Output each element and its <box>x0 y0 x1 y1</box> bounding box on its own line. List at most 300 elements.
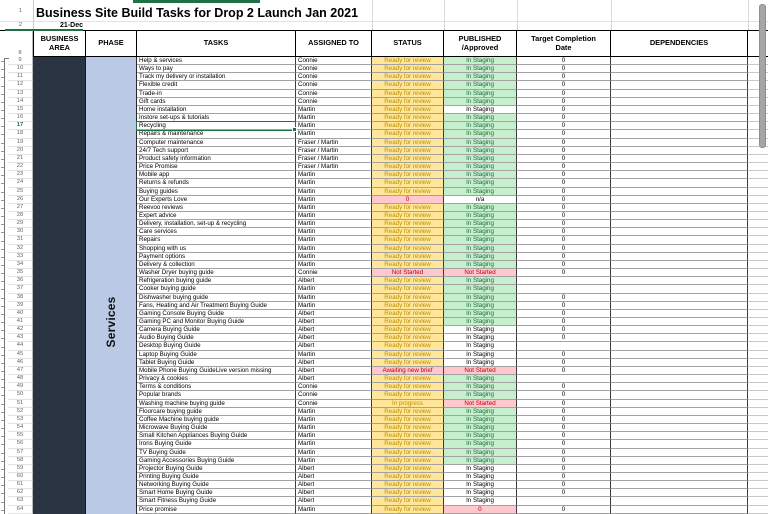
assigned-to-cell[interactable]: Fraser / Martin <box>296 147 372 155</box>
task-cell[interactable]: Floorcare buying guide <box>137 408 296 416</box>
business-area-cell[interactable] <box>33 285 86 293</box>
row-number[interactable]: 60 <box>8 473 33 481</box>
task-cell[interactable]: Instore set-ups & tutorials <box>137 114 296 122</box>
dependencies-cell[interactable] <box>611 408 748 416</box>
assigned-to-cell[interactable]: Albert <box>296 318 372 326</box>
business-area-cell[interactable] <box>33 326 86 334</box>
assigned-to-cell[interactable]: Connie <box>296 269 372 277</box>
task-cell[interactable]: Care services <box>137 228 296 236</box>
status-cell[interactable]: Ready for review <box>372 122 444 130</box>
business-area-cell[interactable] <box>33 171 86 179</box>
phase-cell[interactable] <box>86 457 137 465</box>
extra-cell[interactable] <box>748 367 768 375</box>
assigned-to-cell[interactable]: Martin <box>296 424 372 432</box>
phase-cell[interactable] <box>86 81 137 89</box>
phase-cell[interactable] <box>86 106 137 114</box>
task-cell[interactable]: Trade-in <box>137 90 296 98</box>
row-number[interactable]: 38 <box>8 294 33 302</box>
phase-cell[interactable] <box>86 359 137 367</box>
dependencies-cell[interactable] <box>611 318 748 326</box>
row-number[interactable]: 45 <box>8 351 33 359</box>
status-cell[interactable]: Ready for review <box>372 228 444 236</box>
status-cell[interactable]: Ready for review <box>372 236 444 244</box>
published-cell[interactable]: In Staging <box>444 408 517 416</box>
dependencies-cell[interactable] <box>611 147 748 155</box>
target-date-cell[interactable]: 0 <box>517 171 611 179</box>
status-cell[interactable]: Ready for review <box>372 179 444 187</box>
target-date-cell[interactable]: 0 <box>517 220 611 228</box>
row-number[interactable]: 40 <box>8 310 33 318</box>
target-date-cell[interactable]: 0 <box>517 465 611 473</box>
phase-cell[interactable] <box>86 188 137 196</box>
row-number[interactable]: 57 <box>8 449 33 457</box>
row-number[interactable]: 47 <box>8 367 33 375</box>
business-area-cell[interactable] <box>33 139 86 147</box>
task-cell[interactable]: Ways to pay <box>137 65 296 73</box>
extra-cell[interactable] <box>748 228 768 236</box>
phase-cell[interactable] <box>86 98 137 106</box>
extra-cell[interactable] <box>748 188 768 196</box>
phase-cell[interactable] <box>86 481 137 489</box>
dependencies-cell[interactable] <box>611 220 748 228</box>
business-area-cell[interactable] <box>33 204 86 212</box>
task-cell[interactable]: Refrigeration buying guide <box>137 277 296 285</box>
target-date-cell[interactable]: 0 <box>517 424 611 432</box>
row-number[interactable]: 15 <box>8 106 33 114</box>
dependencies-cell[interactable] <box>611 73 748 81</box>
extra-cell[interactable] <box>748 261 768 269</box>
task-cell[interactable]: Help & services <box>137 57 296 65</box>
published-cell[interactable]: In Staging <box>444 432 517 440</box>
target-date-cell[interactable]: 0 <box>517 408 611 416</box>
business-area-cell[interactable] <box>33 416 86 424</box>
phase-cell[interactable] <box>86 449 137 457</box>
published-cell[interactable]: In Staging <box>444 457 517 465</box>
assigned-to-cell[interactable]: Martin <box>296 440 372 448</box>
target-date-cell[interactable]: 0 <box>517 73 611 81</box>
target-date-cell[interactable]: 0 <box>517 440 611 448</box>
business-area-cell[interactable] <box>33 57 86 65</box>
status-cell[interactable]: Ready for review <box>372 253 444 261</box>
assigned-to-cell[interactable]: Martin <box>296 261 372 269</box>
business-area-cell[interactable] <box>33 294 86 302</box>
extra-cell[interactable] <box>748 310 768 318</box>
target-date-cell[interactable]: 0 <box>517 473 611 481</box>
extra-cell[interactable] <box>748 497 768 505</box>
published-cell[interactable]: In Staging <box>444 391 517 399</box>
task-cell[interactable]: Track my delivery or installation <box>137 73 296 81</box>
target-date-cell[interactable]: 0 <box>517 326 611 334</box>
extra-cell[interactable] <box>748 481 768 489</box>
task-cell[interactable]: Delivery & collection <box>137 261 296 269</box>
published-cell[interactable]: In Staging <box>444 285 517 293</box>
business-area-cell[interactable] <box>33 130 86 138</box>
extra-cell[interactable] <box>748 432 768 440</box>
business-area-cell[interactable] <box>33 98 86 106</box>
dependencies-cell[interactable] <box>611 367 748 375</box>
row-number[interactable]: 9 <box>8 57 33 65</box>
assigned-to-cell[interactable]: Martin <box>296 212 372 220</box>
business-area-cell[interactable] <box>33 342 86 350</box>
dependencies-cell[interactable] <box>611 497 748 505</box>
business-area-cell[interactable] <box>33 432 86 440</box>
business-area-cell[interactable] <box>33 261 86 269</box>
dependencies-cell[interactable] <box>611 465 748 473</box>
phase-cell[interactable] <box>86 147 137 155</box>
task-cell[interactable]: Price promise <box>137 506 296 514</box>
extra-cell[interactable] <box>748 155 768 163</box>
row-number[interactable]: 25 <box>8 188 33 196</box>
dependencies-cell[interactable] <box>611 130 748 138</box>
published-cell[interactable]: In Staging <box>444 497 517 505</box>
dependencies-cell[interactable] <box>611 81 748 89</box>
row-number-1[interactable]: 1 <box>18 8 23 14</box>
phase-cell[interactable] <box>86 220 137 228</box>
target-date-cell[interactable] <box>517 342 611 350</box>
published-cell[interactable]: In Staging <box>444 245 517 253</box>
business-area-cell[interactable] <box>33 253 86 261</box>
phase-cell[interactable] <box>86 416 137 424</box>
status-cell[interactable]: Ready for review <box>372 98 444 106</box>
business-area-cell[interactable] <box>33 481 86 489</box>
column-header-dependencies[interactable]: DEPENDENCIES <box>611 31 748 57</box>
published-cell[interactable]: In Staging <box>444 171 517 179</box>
target-date-cell[interactable]: 0 <box>517 236 611 244</box>
target-date-cell[interactable] <box>517 285 611 293</box>
extra-cell[interactable] <box>748 236 768 244</box>
status-cell[interactable]: Ready for review <box>372 139 444 147</box>
dependencies-cell[interactable] <box>611 171 748 179</box>
row-number[interactable]: 52 <box>8 408 33 416</box>
dependencies-cell[interactable] <box>611 310 748 318</box>
extra-cell[interactable] <box>748 383 768 391</box>
row-number[interactable]: 12 <box>8 81 33 89</box>
task-cell[interactable]: Shopping with us <box>137 245 296 253</box>
business-area-cell[interactable] <box>33 408 86 416</box>
row-number[interactable]: 32 <box>8 245 33 253</box>
task-cell[interactable]: Gaming PC and Monitor Buying Guide <box>137 318 296 326</box>
phase-cell[interactable] <box>86 114 137 122</box>
status-cell[interactable]: Ready for review <box>372 383 444 391</box>
row-number[interactable]: 34 <box>8 261 33 269</box>
phase-cell[interactable] <box>86 139 137 147</box>
phase-cell[interactable] <box>86 179 137 187</box>
status-cell[interactable]: Ready for review <box>372 473 444 481</box>
dependencies-cell[interactable] <box>611 269 748 277</box>
dependencies-cell[interactable] <box>611 506 748 514</box>
phase-cell[interactable] <box>86 90 137 98</box>
row-number[interactable]: 35 <box>8 269 33 277</box>
row-number[interactable]: 51 <box>8 400 33 408</box>
dependencies-cell[interactable] <box>611 163 748 171</box>
dependencies-cell[interactable] <box>611 212 748 220</box>
phase-cell[interactable] <box>86 383 137 391</box>
task-cell[interactable]: Popular brands <box>137 391 296 399</box>
assigned-to-cell[interactable]: Martin <box>296 114 372 122</box>
published-cell[interactable]: In Staging <box>444 383 517 391</box>
sheet-title[interactable]: Business Site Build Tasks for Drop 2 Launch Jan 2021 <box>36 6 359 20</box>
extra-cell[interactable] <box>748 245 768 253</box>
row-number[interactable]: 18 <box>8 130 33 138</box>
target-date-cell[interactable] <box>517 497 611 505</box>
row-number[interactable]: 44 <box>8 342 33 350</box>
row-number[interactable]: 17 <box>8 122 33 130</box>
status-cell[interactable]: Ready for review <box>372 375 444 383</box>
published-cell[interactable]: In Staging <box>444 81 517 89</box>
dependencies-cell[interactable] <box>611 106 748 114</box>
task-cell[interactable]: Mobile app <box>137 171 296 179</box>
published-cell[interactable]: In Staging <box>444 106 517 114</box>
dependencies-cell[interactable] <box>611 400 748 408</box>
row-number[interactable]: 28 <box>8 212 33 220</box>
task-cell[interactable]: Washer Dryer buying guide <box>137 269 296 277</box>
task-cell[interactable]: Reevoo reviews <box>137 204 296 212</box>
published-cell[interactable]: In Staging <box>444 465 517 473</box>
target-date-cell[interactable]: 0 <box>517 261 611 269</box>
target-date-cell[interactable]: 0 <box>517 269 611 277</box>
phase-cell[interactable] <box>86 367 137 375</box>
extra-cell[interactable] <box>748 171 768 179</box>
row-number[interactable]: 16 <box>8 114 33 122</box>
dependencies-cell[interactable] <box>611 440 748 448</box>
phase-cell[interactable] <box>86 497 137 505</box>
phase-cell[interactable] <box>86 261 137 269</box>
target-date-cell[interactable] <box>517 277 611 285</box>
task-cell[interactable]: Gaming Accessories Buying Guide <box>137 457 296 465</box>
row-number[interactable]: 13 <box>8 90 33 98</box>
dependencies-cell[interactable] <box>611 473 748 481</box>
outline-group-bracket[interactable] <box>4 58 5 514</box>
assigned-to-cell[interactable]: Martin <box>296 188 372 196</box>
column-header-business-area[interactable]: BUSINESS AREA <box>33 31 86 57</box>
target-date-cell[interactable]: 0 <box>517 391 611 399</box>
assigned-to-cell[interactable]: Albert <box>296 342 372 350</box>
selected-cell-outline[interactable] <box>136 121 296 131</box>
extra-cell[interactable] <box>748 269 768 277</box>
phase-cell[interactable] <box>86 130 137 138</box>
published-cell[interactable]: In Staging <box>444 261 517 269</box>
dependencies-cell[interactable] <box>611 253 748 261</box>
phase-cell[interactable] <box>86 375 137 383</box>
task-cell[interactable]: Fans, Heating and Air Treatment Buying Guide <box>137 302 296 310</box>
extra-cell[interactable] <box>748 163 768 171</box>
published-cell[interactable]: In Staging <box>444 334 517 342</box>
dependencies-cell[interactable] <box>611 196 748 204</box>
status-cell[interactable]: Ready for review <box>372 114 444 122</box>
phase-cell[interactable] <box>86 473 137 481</box>
task-cell[interactable]: Irons Buying Guide <box>137 440 296 448</box>
status-cell[interactable]: Ready for review <box>372 465 444 473</box>
row-number[interactable]: 53 <box>8 416 33 424</box>
dependencies-cell[interactable] <box>611 155 748 163</box>
published-cell[interactable]: In Staging <box>444 449 517 457</box>
extra-cell[interactable] <box>748 342 768 350</box>
published-cell[interactable]: 0 <box>444 506 517 514</box>
assigned-to-cell[interactable]: Fraser / Martin <box>296 155 372 163</box>
phase-cell[interactable] <box>86 506 137 514</box>
extra-cell[interactable] <box>748 391 768 399</box>
task-cell[interactable]: Mobile Phone Buying GuideLive version missing <box>137 367 296 375</box>
assigned-to-cell[interactable]: Albert <box>296 326 372 334</box>
row-number-8[interactable]: 8 <box>8 31 33 57</box>
status-cell[interactable]: Ready for review <box>372 220 444 228</box>
row-number[interactable]: 62 <box>8 489 33 497</box>
published-cell[interactable]: In Staging <box>444 155 517 163</box>
row-number[interactable]: 59 <box>8 465 33 473</box>
task-cell[interactable]: Gaming Console Buying Guide <box>137 310 296 318</box>
row-number[interactable]: 43 <box>8 334 33 342</box>
dependencies-cell[interactable] <box>611 375 748 383</box>
phase-cell[interactable] <box>86 228 137 236</box>
business-area-cell[interactable] <box>33 449 86 457</box>
dependencies-cell[interactable] <box>611 302 748 310</box>
row-number[interactable]: 22 <box>8 163 33 171</box>
business-area-cell[interactable] <box>33 163 86 171</box>
assigned-to-cell[interactable]: Martin <box>296 130 372 138</box>
assigned-to-cell[interactable]: Martin <box>296 245 372 253</box>
status-cell[interactable]: Ready for review <box>372 440 444 448</box>
published-cell[interactable]: In Staging <box>444 114 517 122</box>
status-cell[interactable]: Ready for review <box>372 277 444 285</box>
status-cell[interactable]: Not Started <box>372 269 444 277</box>
target-date-cell[interactable]: 0 <box>517 506 611 514</box>
assigned-to-cell[interactable]: Martin <box>296 408 372 416</box>
task-cell[interactable]: Dishwasher buying guide <box>137 294 296 302</box>
target-date-cell[interactable]: 0 <box>517 449 611 457</box>
extra-cell[interactable] <box>748 440 768 448</box>
published-cell[interactable]: In Staging <box>444 188 517 196</box>
row-number[interactable]: 54 <box>8 424 33 432</box>
business-area-cell[interactable] <box>33 155 86 163</box>
extra-cell[interactable] <box>748 179 768 187</box>
phase-cell[interactable] <box>86 236 137 244</box>
row-number[interactable]: 39 <box>8 302 33 310</box>
task-cell[interactable]: Projector Buying Guide <box>137 465 296 473</box>
phase-cell[interactable] <box>86 57 137 65</box>
target-date-cell[interactable]: 0 <box>517 228 611 236</box>
business-area-cell[interactable] <box>33 65 86 73</box>
status-cell[interactable]: Ready for review <box>372 342 444 350</box>
dependencies-cell[interactable] <box>611 228 748 236</box>
dependencies-cell[interactable] <box>611 236 748 244</box>
target-date-cell[interactable]: 0 <box>517 457 611 465</box>
published-cell[interactable]: In Staging <box>444 294 517 302</box>
business-area-cell[interactable] <box>33 383 86 391</box>
business-area-cell[interactable] <box>33 359 86 367</box>
assigned-to-cell[interactable]: Martin <box>296 351 372 359</box>
column-header-status[interactable]: STATUS <box>372 31 444 57</box>
dependencies-cell[interactable] <box>611 359 748 367</box>
dependencies-cell[interactable] <box>611 98 748 106</box>
business-area-cell[interactable] <box>33 457 86 465</box>
row-number[interactable]: 48 <box>8 375 33 383</box>
dependencies-cell[interactable] <box>611 424 748 432</box>
status-cell[interactable]: In progress <box>372 400 444 408</box>
business-area-cell[interactable] <box>33 106 86 114</box>
assigned-to-cell[interactable]: Martin <box>296 294 372 302</box>
row-number[interactable]: 56 <box>8 440 33 448</box>
assigned-to-cell[interactable]: Martin <box>296 285 372 293</box>
assigned-to-cell[interactable]: Connie <box>296 391 372 399</box>
target-date-cell[interactable]: 0 <box>517 81 611 89</box>
extra-cell[interactable] <box>748 220 768 228</box>
extra-cell[interactable] <box>748 285 768 293</box>
task-cell[interactable]: Product safety information <box>137 155 296 163</box>
dependencies-cell[interactable] <box>611 489 748 497</box>
status-cell[interactable]: Ready for review <box>372 155 444 163</box>
phase-cell[interactable] <box>86 65 137 73</box>
status-cell[interactable]: Ready for review <box>372 130 444 138</box>
phase-cell[interactable] <box>86 424 137 432</box>
extra-cell[interactable] <box>748 253 768 261</box>
dependencies-cell[interactable] <box>611 416 748 424</box>
dependencies-cell[interactable] <box>611 432 748 440</box>
phase-cell[interactable] <box>86 196 137 204</box>
row-number[interactable]: 55 <box>8 432 33 440</box>
dependencies-cell[interactable] <box>611 139 748 147</box>
status-cell[interactable]: Ready for review <box>372 147 444 155</box>
target-date-cell[interactable]: 0 <box>517 310 611 318</box>
assigned-to-cell[interactable]: Albert <box>296 489 372 497</box>
business-area-cell[interactable] <box>33 245 86 253</box>
target-date-cell[interactable]: 0 <box>517 481 611 489</box>
assigned-to-cell[interactable]: Albert <box>296 277 372 285</box>
extra-cell[interactable] <box>748 334 768 342</box>
assigned-to-cell[interactable]: Connie <box>296 73 372 81</box>
business-area-cell[interactable] <box>33 351 86 359</box>
extra-cell[interactable] <box>748 400 768 408</box>
row-number[interactable]: 58 <box>8 457 33 465</box>
task-cell[interactable]: Home installation <box>137 106 296 114</box>
target-date-cell[interactable]: 0 <box>517 400 611 408</box>
assigned-to-cell[interactable]: Albert <box>296 359 372 367</box>
phase-merged-cell-label[interactable]: Services <box>104 296 118 348</box>
business-area-cell[interactable] <box>33 302 86 310</box>
assigned-to-cell[interactable]: Connie <box>296 400 372 408</box>
task-cell[interactable]: Terms & conditions <box>137 383 296 391</box>
phase-cell[interactable] <box>86 465 137 473</box>
row-number[interactable]: 46 <box>8 359 33 367</box>
assigned-to-cell[interactable]: Connie <box>296 65 372 73</box>
column-header-assigned-to[interactable]: ASSIGNED TO <box>296 31 372 57</box>
phase-cell[interactable] <box>86 432 137 440</box>
published-cell[interactable]: In Staging <box>444 351 517 359</box>
business-area-cell[interactable] <box>33 506 86 514</box>
assigned-to-cell[interactable]: Albert <box>296 334 372 342</box>
row-number[interactable]: 29 <box>8 220 33 228</box>
dependencies-cell[interactable] <box>611 449 748 457</box>
business-area-cell[interactable] <box>33 196 86 204</box>
business-area-cell[interactable] <box>33 277 86 285</box>
task-cell[interactable]: Delivery, installation, set-up & recycling <box>137 220 296 228</box>
phase-cell[interactable] <box>86 400 137 408</box>
phase-cell[interactable] <box>86 253 137 261</box>
dependencies-cell[interactable] <box>611 342 748 350</box>
business-area-cell[interactable] <box>33 73 86 81</box>
extra-cell[interactable] <box>748 277 768 285</box>
status-cell[interactable]: Ready for review <box>372 245 444 253</box>
status-cell[interactable]: Ready for review <box>372 432 444 440</box>
dependencies-cell[interactable] <box>611 277 748 285</box>
status-cell[interactable]: Ready for review <box>372 188 444 196</box>
status-cell[interactable]: Ready for review <box>372 481 444 489</box>
extra-cell[interactable] <box>748 212 768 220</box>
status-cell[interactable]: Ready for review <box>372 457 444 465</box>
target-date-cell[interactable]: 0 <box>517 489 611 497</box>
row-number[interactable]: 31 <box>8 236 33 244</box>
assigned-to-cell[interactable]: Martin <box>296 171 372 179</box>
business-area-cell[interactable] <box>33 122 86 130</box>
